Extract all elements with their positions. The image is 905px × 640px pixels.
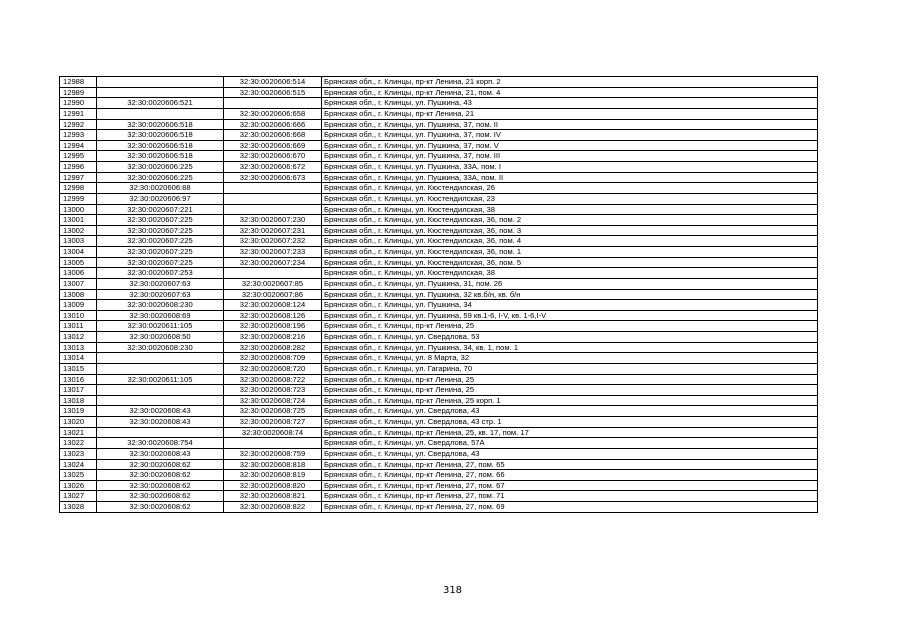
row-number-cell: 13025 [60, 470, 97, 481]
registry-table-body [60, 77, 818, 513]
table-row [60, 108, 818, 119]
row-number-cell: 13026 [60, 480, 97, 491]
row-number-cell: 13012 [60, 332, 97, 343]
parent-cadastral-number-cell: 32:30:0020606:518 [97, 140, 224, 151]
parent-cadastral-number-cell: 32:30:0020611:105 [97, 374, 224, 385]
row-number-cell: 12994 [60, 140, 97, 151]
row-number-cell: 12997 [60, 172, 97, 183]
cadastral-number-cell: 32:30:0020608:727 [224, 417, 322, 428]
row-number-cell: 13021 [60, 427, 97, 438]
cadastral-number-cell: 32:30:0020608:720 [224, 363, 322, 374]
cadastral-number-cell: 32:30:0020606:515 [224, 87, 322, 98]
address-cell: Брянская обл., г. Клинцы, ул. Гагарина, 70 [322, 363, 818, 374]
page-number: 318 [442, 585, 463, 596]
parent-cadastral-number-cell: 32:30:0020607:225 [97, 257, 224, 268]
parent-cadastral-number-cell: 32:30:0020607:221 [97, 204, 224, 215]
parent-cadastral-number-cell: 32:30:0020608:62 [97, 491, 224, 502]
parent-cadastral-number-cell: 32:30:0020606:88 [97, 183, 224, 194]
table-row [60, 268, 818, 279]
cadastral-number-cell: 32:30:0020606:668 [224, 130, 322, 141]
address-cell: Брянская обл., г. Клинцы, ул. Свердлова, 57А [322, 438, 818, 449]
address-cell: Брянская обл., г. Клинцы, ул. Пушкина, 33А, пом. I [322, 162, 818, 173]
address-cell: Брянская обл., г. Клинцы, ул. Свердлова, 43 [322, 406, 818, 417]
row-number-cell: 13016 [60, 374, 97, 385]
table-row [60, 310, 818, 321]
address-cell: Брянская обл., г. Клинцы, пр-кт Ленина, 27, пом. 66 [322, 470, 818, 481]
parent-cadastral-number-cell: 32:30:0020608:69 [97, 310, 224, 321]
parent-cadastral-number-cell: 32:30:0020607:225 [97, 215, 224, 226]
table-row [60, 257, 818, 268]
row-number-cell: 13015 [60, 363, 97, 374]
row-number-cell: 13020 [60, 417, 97, 428]
cadastral-number-cell: 32:30:0020606:514 [224, 77, 322, 88]
cadastral-number-cell: 32:30:0020607:232 [224, 236, 322, 247]
row-number-cell: 13014 [60, 353, 97, 364]
address-cell: Брянская обл., г. Клинцы, пр-кт Ленина, 27, пом. 71 [322, 491, 818, 502]
table-row [60, 130, 818, 141]
row-number-cell: 13004 [60, 247, 97, 258]
row-number-cell: 12993 [60, 130, 97, 141]
cadastral-number-cell: 32:30:0020607:86 [224, 289, 322, 300]
table-row [60, 183, 818, 194]
address-cell: Брянская обл., г. Клинцы, пр-кт Ленина, 27, пом. 65 [322, 459, 818, 470]
row-number-cell: 13002 [60, 225, 97, 236]
address-cell: Брянская обл., г. Клинцы, пр-кт Ленина, 25, кв. 17, пом. 17 [322, 427, 818, 438]
address-cell: Брянская обл., г. Клинцы, пр-кт Ленина, 21 [322, 108, 818, 119]
table-row [60, 438, 818, 449]
table-row [60, 374, 818, 385]
address-cell: Брянская обл., г. Клинцы, ул. Пушкина, 33А, пом. II [322, 172, 818, 183]
parent-cadastral-number-cell: 32:30:0020608:43 [97, 448, 224, 459]
row-number-cell: 12990 [60, 98, 97, 109]
cadastral-number-cell: 32:30:0020608:74 [224, 427, 322, 438]
cadastral-number-cell: 32:30:0020607:85 [224, 278, 322, 289]
row-number-cell: 13001 [60, 215, 97, 226]
table-row [60, 289, 818, 300]
cadastral-number-cell [224, 204, 322, 215]
cadastral-number-cell: 32:30:0020608:759 [224, 448, 322, 459]
parent-cadastral-number-cell: 32:30:0020608:62 [97, 480, 224, 491]
address-cell: Брянская обл., г. Клинцы, ул. Свердлова, 43 стр. 1 [322, 417, 818, 428]
row-number-cell: 12992 [60, 119, 97, 130]
row-number-cell: 13013 [60, 342, 97, 353]
parent-cadastral-number-cell [97, 385, 224, 396]
table-row [60, 491, 818, 502]
cadastral-number-cell: 32:30:0020608:216 [224, 332, 322, 343]
parent-cadastral-number-cell: 32:30:0020608:754 [97, 438, 224, 449]
table-row [60, 119, 818, 130]
cadastral-number-cell: 32:30:0020608:822 [224, 502, 322, 513]
address-cell: Брянская обл., г. Клинцы, ул. Кюстендилская, 38 [322, 204, 818, 215]
cadastral-number-cell: 32:30:0020608:821 [224, 491, 322, 502]
address-cell: Брянская обл., г. Клинцы, пр-кт Ленина, 21 корп. 2 [322, 77, 818, 88]
parent-cadastral-number-cell: 32:30:0020606:518 [97, 130, 224, 141]
table-row [60, 300, 818, 311]
table-row [60, 353, 818, 364]
address-cell: Брянская обл., г. Клинцы, ул. Пушкина, 37, пом. V [322, 140, 818, 151]
table-row [60, 140, 818, 151]
address-cell: Брянская обл., г. Клинцы, ул. Кюстендилская, 36, пом. 4 [322, 236, 818, 247]
parent-cadastral-number-cell: 32:30:0020606:225 [97, 172, 224, 183]
address-cell: Брянская обл., г. Клинцы, ул. Пушкина, 34, кв. 1, пом. 1 [322, 342, 818, 353]
cadastral-number-cell: 32:30:0020606:672 [224, 162, 322, 173]
address-cell: Брянская обл., г. Клинцы, пр-кт Ленина, 25 [322, 321, 818, 332]
table-row [60, 480, 818, 491]
table-row [60, 427, 818, 438]
parent-cadastral-number-cell: 32:30:0020606:518 [97, 151, 224, 162]
table-row [60, 98, 818, 109]
cadastral-number-cell: 32:30:0020607:231 [224, 225, 322, 236]
parent-cadastral-number-cell: 32:30:0020608:43 [97, 417, 224, 428]
row-number-cell: 12996 [60, 162, 97, 173]
address-cell: Брянская обл., г. Клинцы, ул. Кюстендилская, 36, пом. 2 [322, 215, 818, 226]
cadastral-number-cell: 32:30:0020608:709 [224, 353, 322, 364]
parent-cadastral-number-cell: 32:30:0020608:230 [97, 300, 224, 311]
address-cell: Брянская обл., г. Клинцы, пр-кт Ленина, 25 [322, 374, 818, 385]
parent-cadastral-number-cell: 32:30:0020607:253 [97, 268, 224, 279]
cadastral-number-cell: 32:30:0020607:230 [224, 215, 322, 226]
table-row [60, 278, 818, 289]
parent-cadastral-number-cell [97, 108, 224, 119]
row-number-cell: 13023 [60, 448, 97, 459]
parent-cadastral-number-cell [97, 395, 224, 406]
row-number-cell: 13027 [60, 491, 97, 502]
address-cell: Брянская обл., г. Клинцы, ул. Кюстендилская, 26 [322, 183, 818, 194]
address-cell: Брянская обл., г. Клинцы, ул. Пушкина, 59 кв.1-6, I-V, кв. 1-6,I-V [322, 310, 818, 321]
address-cell: Брянская обл., г. Клинцы, пр-кт Ленина, 27, пом. 67 [322, 480, 818, 491]
parent-cadastral-number-cell: 32:30:0020607:63 [97, 289, 224, 300]
row-number-cell: 13003 [60, 236, 97, 247]
table-row [60, 162, 818, 173]
table-row [60, 448, 818, 459]
address-cell: Брянская обл., г. Клинцы, ул. Кюстендилская, 38 [322, 268, 818, 279]
parent-cadastral-number-cell: 32:30:0020608:230 [97, 342, 224, 353]
table-row [60, 470, 818, 481]
row-number-cell: 13024 [60, 459, 97, 470]
row-number-cell: 13010 [60, 310, 97, 321]
table-row [60, 215, 818, 226]
row-number-cell: 13009 [60, 300, 97, 311]
cadastral-number-cell: 32:30:0020608:126 [224, 310, 322, 321]
parent-cadastral-number-cell: 32:30:0020608:62 [97, 470, 224, 481]
parent-cadastral-number-cell: 32:30:0020606:521 [97, 98, 224, 109]
parent-cadastral-number-cell: 32:30:0020608:62 [97, 502, 224, 513]
row-number-cell: 13017 [60, 385, 97, 396]
cadastral-number-cell: 32:30:0020608:820 [224, 480, 322, 491]
address-cell: Брянская обл., г. Клинцы, ул. Пушкина, 34 [322, 300, 818, 311]
address-cell: Брянская обл., г. Клинцы, ул. Кюстендилская, 23 [322, 193, 818, 204]
parent-cadastral-number-cell: 32:30:0020611:105 [97, 321, 224, 332]
table-row [60, 236, 818, 247]
address-cell: Брянская обл., г. Клинцы, ул. Пушкина, 37, пом. III [322, 151, 818, 162]
address-cell: Брянская обл., г. Клинцы, пр-кт Ленина, 25 корп. 1 [322, 395, 818, 406]
row-number-cell: 12991 [60, 108, 97, 119]
address-cell: Брянская обл., г. Клинцы, ул. Пушкина, 32 кв.б/н, кв. б/н [322, 289, 818, 300]
address-cell: Брянская обл., г. Клинцы, ул. Кюстендилская, 36, пом. 3 [322, 225, 818, 236]
parent-cadastral-number-cell: 32:30:0020608:43 [97, 406, 224, 417]
table-row [60, 87, 818, 98]
row-number-cell: 13000 [60, 204, 97, 215]
table-row [60, 321, 818, 332]
cadastral-number-cell: 32:30:0020606:670 [224, 151, 322, 162]
parent-cadastral-number-cell [97, 87, 224, 98]
row-number-cell: 13006 [60, 268, 97, 279]
row-number-cell: 13005 [60, 257, 97, 268]
table-row [60, 363, 818, 374]
address-cell: Брянская обл., г. Клинцы, пр-кт Ленина, 25 [322, 385, 818, 396]
address-cell: Брянская обл., г. Клинцы, пр-кт Ленина, 27, пом. 69 [322, 502, 818, 513]
address-cell: Брянская обл., г. Клинцы, ул. Кюстендилская, 36, пом. 5 [322, 257, 818, 268]
cadastral-number-cell [224, 193, 322, 204]
parent-cadastral-number-cell [97, 427, 224, 438]
cadastral-number-cell: 32:30:0020608:819 [224, 470, 322, 481]
cadastral-number-cell: 32:30:0020608:724 [224, 395, 322, 406]
cadastral-number-cell: 32:30:0020608:282 [224, 342, 322, 353]
cadastral-number-cell: 32:30:0020608:725 [224, 406, 322, 417]
parent-cadastral-number-cell: 32:30:0020608:62 [97, 459, 224, 470]
table-row [60, 151, 818, 162]
table-row [60, 385, 818, 396]
row-number-cell: 12995 [60, 151, 97, 162]
table-row [60, 204, 818, 215]
cadastral-number-cell [224, 438, 322, 449]
cadastral-number-cell: 32:30:0020606:658 [224, 108, 322, 119]
table-row [60, 502, 818, 513]
parent-cadastral-number-cell: 32:30:0020608:50 [97, 332, 224, 343]
address-cell: Брянская обл., г. Клинцы, ул. Пушкина, 43 [322, 98, 818, 109]
table-row [60, 459, 818, 470]
table-row [60, 172, 818, 183]
cadastral-number-cell: 32:30:0020607:234 [224, 257, 322, 268]
cadastral-number-cell [224, 98, 322, 109]
parent-cadastral-number-cell: 32:30:0020606:225 [97, 162, 224, 173]
cadastral-number-cell [224, 183, 322, 194]
property-registry-table [59, 76, 818, 513]
parent-cadastral-number-cell [97, 77, 224, 88]
table-row [60, 332, 818, 343]
address-cell: Брянская обл., г. Клинцы, ул. Пушкина, 31, пом. 26 [322, 278, 818, 289]
cadastral-number-cell [224, 268, 322, 279]
cadastral-number-cell: 32:30:0020608:124 [224, 300, 322, 311]
cadastral-number-cell: 32:30:0020606:669 [224, 140, 322, 151]
cadastral-number-cell: 32:30:0020606:673 [224, 172, 322, 183]
parent-cadastral-number-cell: 32:30:0020606:97 [97, 193, 224, 204]
cadastral-number-cell: 32:30:0020608:196 [224, 321, 322, 332]
row-number-cell: 12988 [60, 77, 97, 88]
parent-cadastral-number-cell: 32:30:0020606:518 [97, 119, 224, 130]
parent-cadastral-number-cell [97, 353, 224, 364]
table-row [60, 406, 818, 417]
address-cell: Брянская обл., г. Клинцы, пр-кт Ленина, 21, пом. 4 [322, 87, 818, 98]
row-number-cell: 13028 [60, 502, 97, 513]
address-cell: Брянская обл., г. Клинцы, ул. Пушкина, 37, пом. II [322, 119, 818, 130]
row-number-cell: 13011 [60, 321, 97, 332]
parent-cadastral-number-cell: 32:30:0020607:225 [97, 236, 224, 247]
row-number-cell: 13018 [60, 395, 97, 406]
table-row [60, 417, 818, 428]
address-cell: Брянская обл., г. Клинцы, ул. 8 Марта, 32 [322, 353, 818, 364]
table-row [60, 342, 818, 353]
address-cell: Брянская обл., г. Клинцы, ул. Кюстендилская, 36, пом. 1 [322, 247, 818, 258]
row-number-cell: 12998 [60, 183, 97, 194]
cadastral-number-cell: 32:30:0020608:723 [224, 385, 322, 396]
parent-cadastral-number-cell: 32:30:0020607:225 [97, 247, 224, 258]
table-row [60, 225, 818, 236]
parent-cadastral-number-cell: 32:30:0020607:225 [97, 225, 224, 236]
address-cell: Брянская обл., г. Клинцы, ул. Свердлова, 43 [322, 448, 818, 459]
table-row [60, 193, 818, 204]
row-number-cell: 13007 [60, 278, 97, 289]
table-row [60, 247, 818, 258]
cadastral-number-cell: 32:30:0020606:666 [224, 119, 322, 130]
row-number-cell: 12989 [60, 87, 97, 98]
cadastral-number-cell: 32:30:0020608:818 [224, 459, 322, 470]
parent-cadastral-number-cell [97, 363, 224, 374]
address-cell: Брянская обл., г. Клинцы, ул. Пушкина, 37, пом. IV [322, 130, 818, 141]
table-row [60, 77, 818, 88]
address-cell: Брянская обл., г. Клинцы, ул. Свердлова, 53 [322, 332, 818, 343]
row-number-cell: 13019 [60, 406, 97, 417]
table-row [60, 395, 818, 406]
cadastral-number-cell: 32:30:0020607:233 [224, 247, 322, 258]
cadastral-number-cell: 32:30:0020608:722 [224, 374, 322, 385]
row-number-cell: 13008 [60, 289, 97, 300]
row-number-cell: 12999 [60, 193, 97, 204]
row-number-cell: 13022 [60, 438, 97, 449]
parent-cadastral-number-cell: 32:30:0020607:63 [97, 278, 224, 289]
